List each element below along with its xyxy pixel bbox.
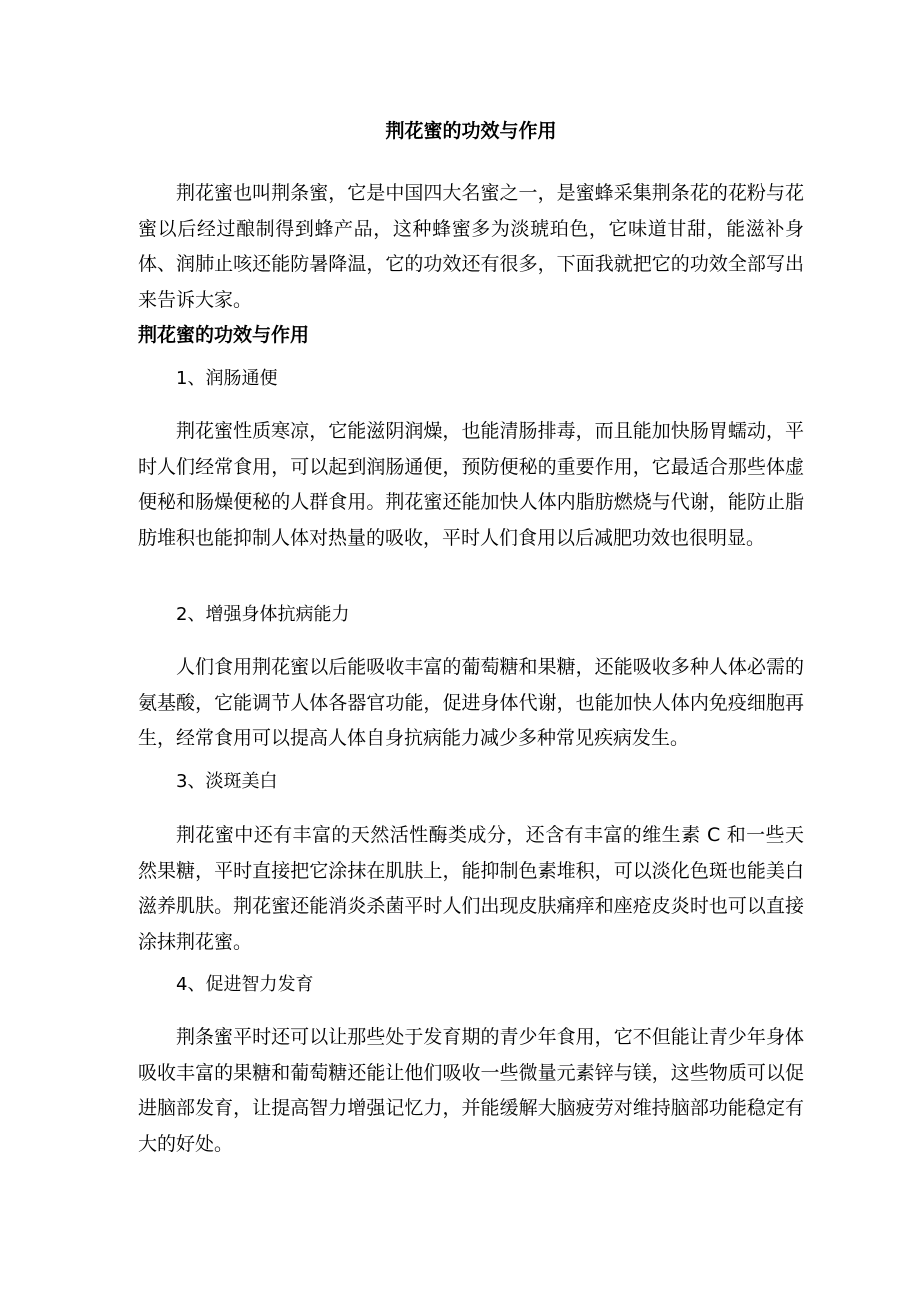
section-2-body: 人们食用荆花蜜以后能吸收丰富的葡萄糖和果糖，还能吸收多种人体必需的氨基酸，它能调节人体各器官功能，促进身体代谢，也能加快人体内免疫细胞再生，经常食用可以提高人体自身抗病能力减少多种常见疾病发生。 <box>138 656 804 749</box>
document-title: 荆花蜜的功效与作用 <box>385 120 557 142</box>
section-3-body: 荆花蜜中还有丰富的天然活性酶类成分，还含有丰富的维生素 C 和一些天然果糖，平时直接把它涂抹在肌肤上，能抑制色素堆积，可以淡化色斑也能美白滋养肌肤。荆花蜜还能消炎杀菌平时人们出现皮肤痛痒和座疮皮炎时也可以直接涂抹荆花蜜。 <box>138 824 804 953</box>
intro-paragraph: 荆花蜜也叫荆条蜜，它是中国四大名蜜之一，是蜜蜂采集荆条花的花粉与花蜜以后经过酿制得到蜂产品，这种蜂蜜多为淡琥珀色，它味道甘甜，能滋补身体、润肺止咳还能防暑降温，它的功效还有很多，下面我就把它的功效全部写出来告诉大家。 <box>138 182 804 311</box>
section-heading: 荆花蜜的功效与作用 <box>138 324 310 346</box>
section-4-heading: 4、促进智力发育 <box>176 974 314 995</box>
section-3-heading: 3、淡斑美白 <box>176 771 278 792</box>
section-2-heading: 2、增强身体抗病能力 <box>176 604 350 625</box>
section-4-body: 荆条蜜平时还可以让那些处于发育期的青少年食用，它不但能让青少年身体吸收丰富的果糖和葡萄糖还能让他们吸收一些微量元素锌与镁，这些物质可以促进脑部发育，让提高智力增强记忆力，并能缓解大脑疲劳对维持脑部功能稳定有大的好处。 <box>138 1026 804 1155</box>
section-1-heading: 1、润肠通便 <box>176 368 278 389</box>
section-1-body: 荆花蜜性质寒凉，它能滋阴润燥，也能清肠排毒，而且能加快肠胃蠕动，平时人们经常食用，可以起到润肠通便，预防便秘的重要作用，它最适合那些体虚便秘和肠燥便秘的人群食用。荆花蜜还能加快人体内脂肪燃烧与代谢，能防止脂肪堆积也能抑制人体对热量的吸收，平时人们食用以后减肥功效也很明显。 <box>138 420 804 549</box>
